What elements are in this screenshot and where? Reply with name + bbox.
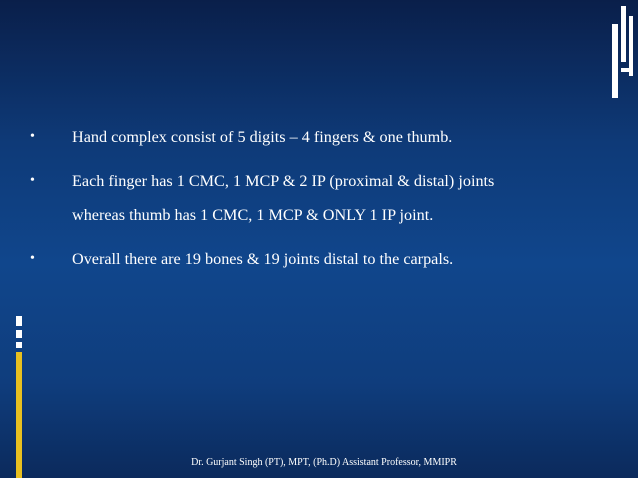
slide-footer: Dr. Gurjant Singh (PT), MPT, (Ph.D) Assistant Professor, MMIPR	[191, 457, 457, 468]
bullet-dot: •	[30, 173, 35, 188]
bullet-text: Hand complex consist of 5 digits – 4 fingers & one thumb.	[72, 128, 453, 146]
bullet-item	[30, 164, 610, 232]
left-edge-decoration	[16, 316, 26, 478]
corner-decoration	[612, 6, 638, 106]
bullet-item	[30, 242, 610, 276]
bullet-item	[30, 120, 610, 154]
bullet-dot: •	[30, 251, 35, 266]
bullet-text: Each finger has 1 CMC, 1 MCP & 2 IP (proximal & distal) joints	[72, 172, 495, 190]
bullet-text-continued: whereas thumb has 1 CMC, 1 MCP & ONLY 1 IP joint.	[72, 206, 434, 224]
bullet-list	[30, 120, 610, 286]
bullet-dot: •	[30, 129, 35, 144]
bullet-text: Overall there are 19 bones & 19 joints distal to the carpals.	[72, 250, 454, 268]
